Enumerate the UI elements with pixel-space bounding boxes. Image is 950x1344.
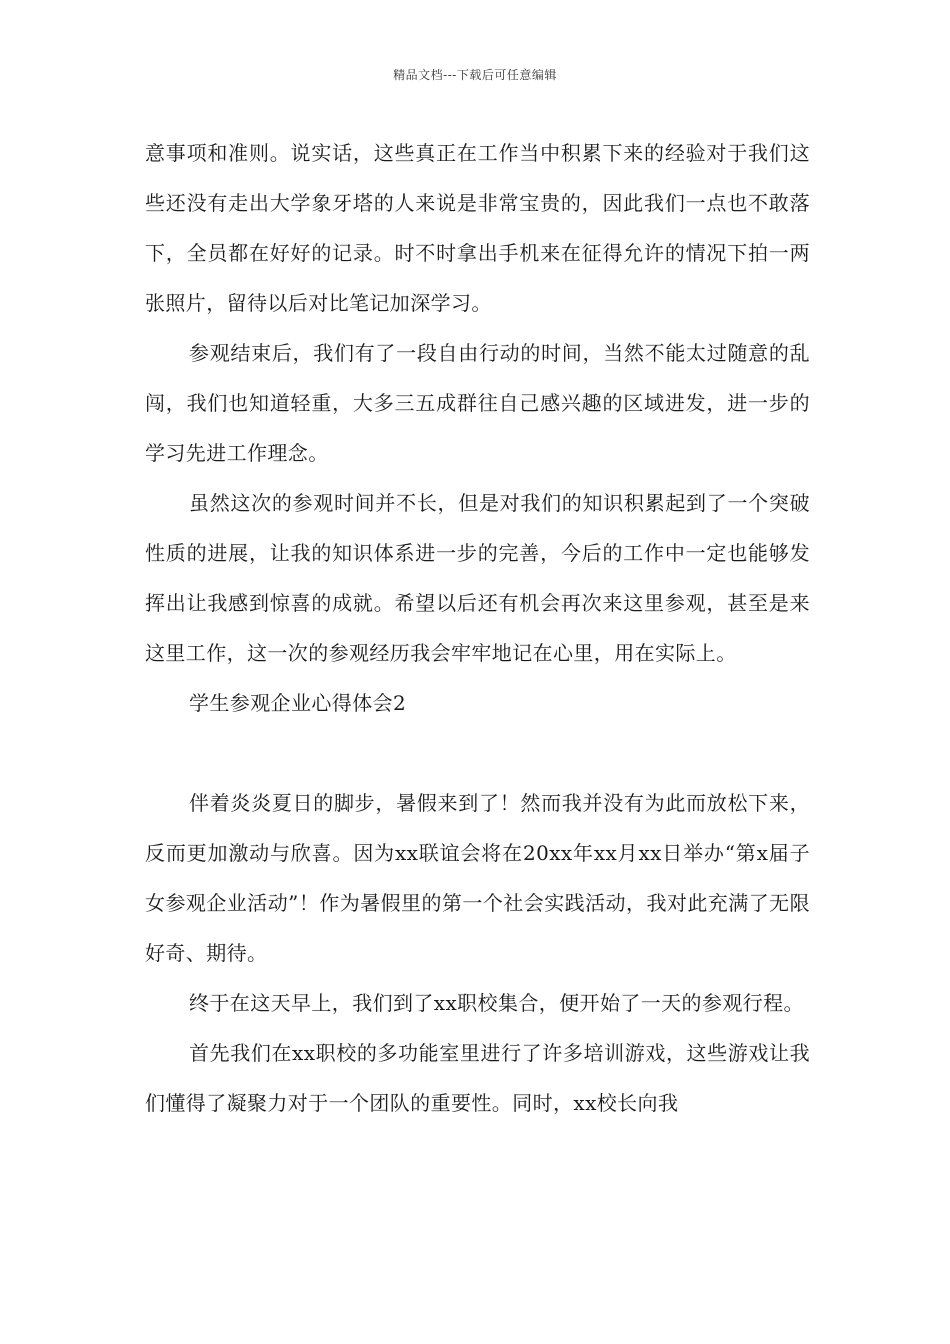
blank-line <box>145 728 810 778</box>
paragraph-morning-gathering: 终于在这天早上，我们到了xx职校集合，便开始了一天的参观行程。 <box>189 991 804 1015</box>
paragraph-continued: 意事项和准则。说实话，这些真正在工作当中积累下来的经验对于我们这些还没有走出大学象牙塔的人来说是非常宝贵的，因此我们一点也不敢落下，全员都在好好的记录。时不时拿出手机来在征得允许的情况下拍一两张照片，留待以后对比笔记加深学习。 <box>145 141 810 315</box>
document-body <box>145 128 810 1128</box>
paragraph-conclusion: 虽然这次的参观时间并不长，但是对我们的知识积累起到了一个突破性质的进展，让我的知识体系进一步的完善，今后的工作中一定也能够发挥出让我感到惊喜的成就。希望以后还有机会再次来这里参观，甚至是来这里工作，这一次的参观经历我会牢牢地记在心里，用在实际上。 <box>145 491 810 665</box>
page-header: 精品文档---下载后可任意编辑 <box>393 68 557 82</box>
paragraph-free-time: 参观结束后，我们有了一段自由行动的时间，当然不能太过随意的乱闯，我们也知道轻重，大多三五成群往自己感兴趣的区域进发，进一步的学习先进工作理念。 <box>145 341 810 465</box>
paragraph-training-games: 首先我们在xx职校的多功能室里进行了许多培训游戏，这些游戏让我们懂得了凝聚力对于一个团队的重要性。同时，xx校长向我 <box>145 1041 810 1115</box>
section-title: 学生参观企业心得体会2 <box>189 691 407 715</box>
paragraph-summer-intro: 伴着炎炎夏日的脚步，暑假来到了！然而我并没有为此而放松下来，反而更加激动与欣喜。因为xx联谊会将在20xx年xx月xx日举办“第x届子女参观企业活动”！作为暑假里的第一个社会实践活动，我对此充满了无限好奇、期待。 <box>145 791 810 965</box>
